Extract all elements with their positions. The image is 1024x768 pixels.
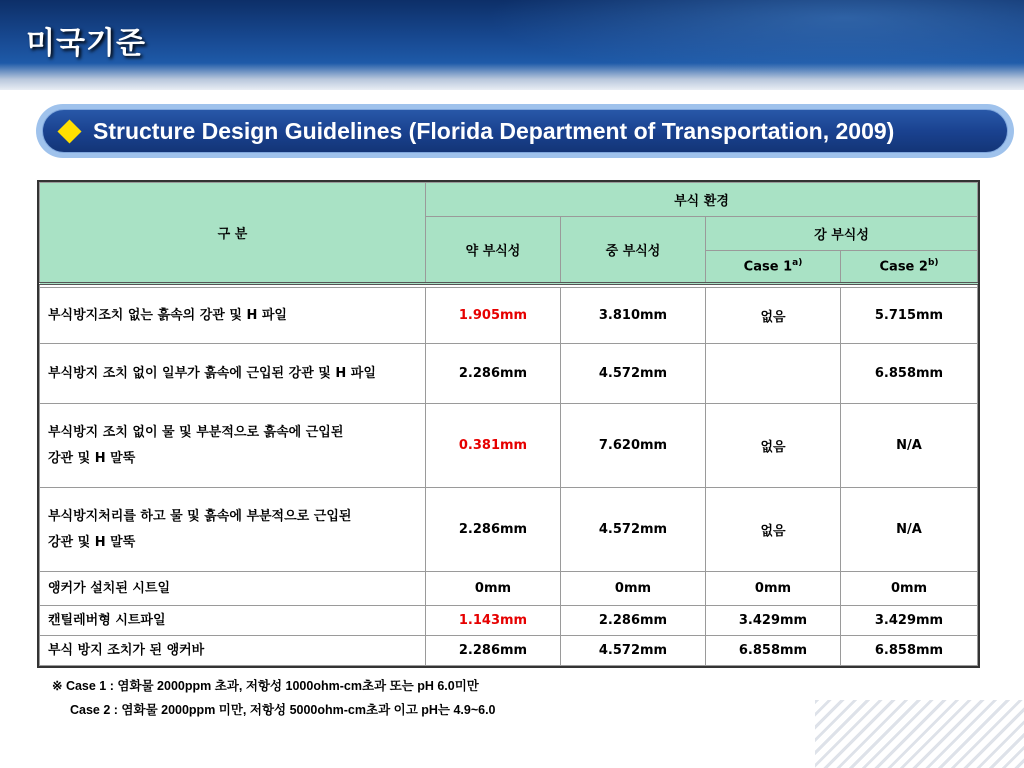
corrosion-table <box>39 182 978 666</box>
cell-case2: N/A <box>841 404 978 488</box>
cell-weak: 2.286mm <box>426 344 561 404</box>
row-label <box>40 288 426 344</box>
table-row <box>40 288 978 344</box>
table-row <box>40 344 978 404</box>
row-label <box>40 572 426 606</box>
footnote-case2: Case 2 : 염화물 2000ppm 미만, 저항성 5000ohm-cm초과 이고 pH는 4.9~6.0 <box>70 703 496 717</box>
cell-medium: 4.572mm <box>561 344 706 404</box>
table-row <box>40 488 978 572</box>
row-label-line: 부식 방지 조치가 된 앵커바 <box>48 642 205 658</box>
header-category: 구 분 <box>40 183 426 284</box>
header-decoration <box>424 0 1024 90</box>
cell-case2: N/A <box>841 488 978 572</box>
row-label-line: 부식방지 조치 없이 일부가 흙속에 근입된 강관 및 H 파일 <box>48 365 376 381</box>
row-label <box>40 606 426 636</box>
cell-case1 <box>706 344 841 404</box>
header-strong: 강 부식성 <box>706 217 978 251</box>
header-weak: 약 부식성 <box>426 217 561 284</box>
row-label-line: 부식방지처리를 하고 물 및 흙속에 부분적으로 근입된 <box>48 508 352 524</box>
cell-weak: 2.286mm <box>426 488 561 572</box>
section-banner <box>42 109 1008 153</box>
row-label-line: 강관 및 H 말뚝 <box>48 534 136 550</box>
slide-header <box>0 0 1024 90</box>
page-title: 미국기준 <box>26 26 146 61</box>
table-row <box>40 404 978 488</box>
cell-weak: 0.381mm <box>426 404 561 488</box>
row-label-line: 앵커가 설치된 시트일 <box>48 580 171 596</box>
cell-case2: 0mm <box>841 572 978 606</box>
cell-case1: 0mm <box>706 572 841 606</box>
cell-case1: 없음 <box>706 288 841 344</box>
table-row <box>40 636 978 666</box>
row-label <box>40 404 426 488</box>
row-label-line: 부식방지조치 없는 흙속의 강관 및 H 파일 <box>48 307 287 323</box>
row-label-line: 강관 및 H 말뚝 <box>48 450 136 466</box>
cell-case1: 6.858mm <box>706 636 841 666</box>
cell-medium: 4.572mm <box>561 488 706 572</box>
cell-weak: 1.905mm <box>426 288 561 344</box>
header-medium: 중 부식성 <box>561 217 706 284</box>
cell-weak: 1.143mm <box>426 606 561 636</box>
header-case2: Case 2$^{b)}$ <box>841 251 978 284</box>
cell-case2: 5.715mm <box>841 288 978 344</box>
footnote-case1: ※ Case 1 : 염화물 2000ppm 초과, 저항성 1000ohm-cm초과 또는 pH 6.0미만 <box>52 679 479 693</box>
cell-medium: 0mm <box>561 572 706 606</box>
table-row <box>40 606 978 636</box>
row-label <box>40 488 426 572</box>
cell-case1: 없음 <box>706 488 841 572</box>
table-row <box>40 572 978 606</box>
footnotes <box>52 676 496 724</box>
row-label <box>40 344 426 404</box>
diamond-bullet-icon <box>57 119 81 143</box>
cell-medium: 2.286mm <box>561 606 706 636</box>
header-environment: 부식 환경 <box>426 183 978 217</box>
row-label-line: 부식방지 조치 없이 물 및 부분적으로 흙속에 근입된 <box>48 424 344 440</box>
cell-case1: 3.429mm <box>706 606 841 636</box>
cell-medium: 4.572mm <box>561 636 706 666</box>
cell-weak: 0mm <box>426 572 561 606</box>
cell-case2: 6.858mm <box>841 344 978 404</box>
header-case1: Case 1$^{a)}$ <box>706 251 841 284</box>
cell-case2: 3.429mm <box>841 606 978 636</box>
cell-medium: 3.810mm <box>561 288 706 344</box>
cell-case1: 없음 <box>706 404 841 488</box>
banner-text: Structure Design Guidelines (Florida Department of Transportation, 2009) <box>93 118 895 144</box>
cell-weak: 2.286mm <box>426 636 561 666</box>
row-label-line: 캔틸레버형 시트파일 <box>48 612 166 628</box>
cell-medium: 7.620mm <box>561 404 706 488</box>
corner-stripes-decoration <box>815 700 1024 768</box>
cell-case2: 6.858mm <box>841 636 978 666</box>
row-label <box>40 636 426 666</box>
